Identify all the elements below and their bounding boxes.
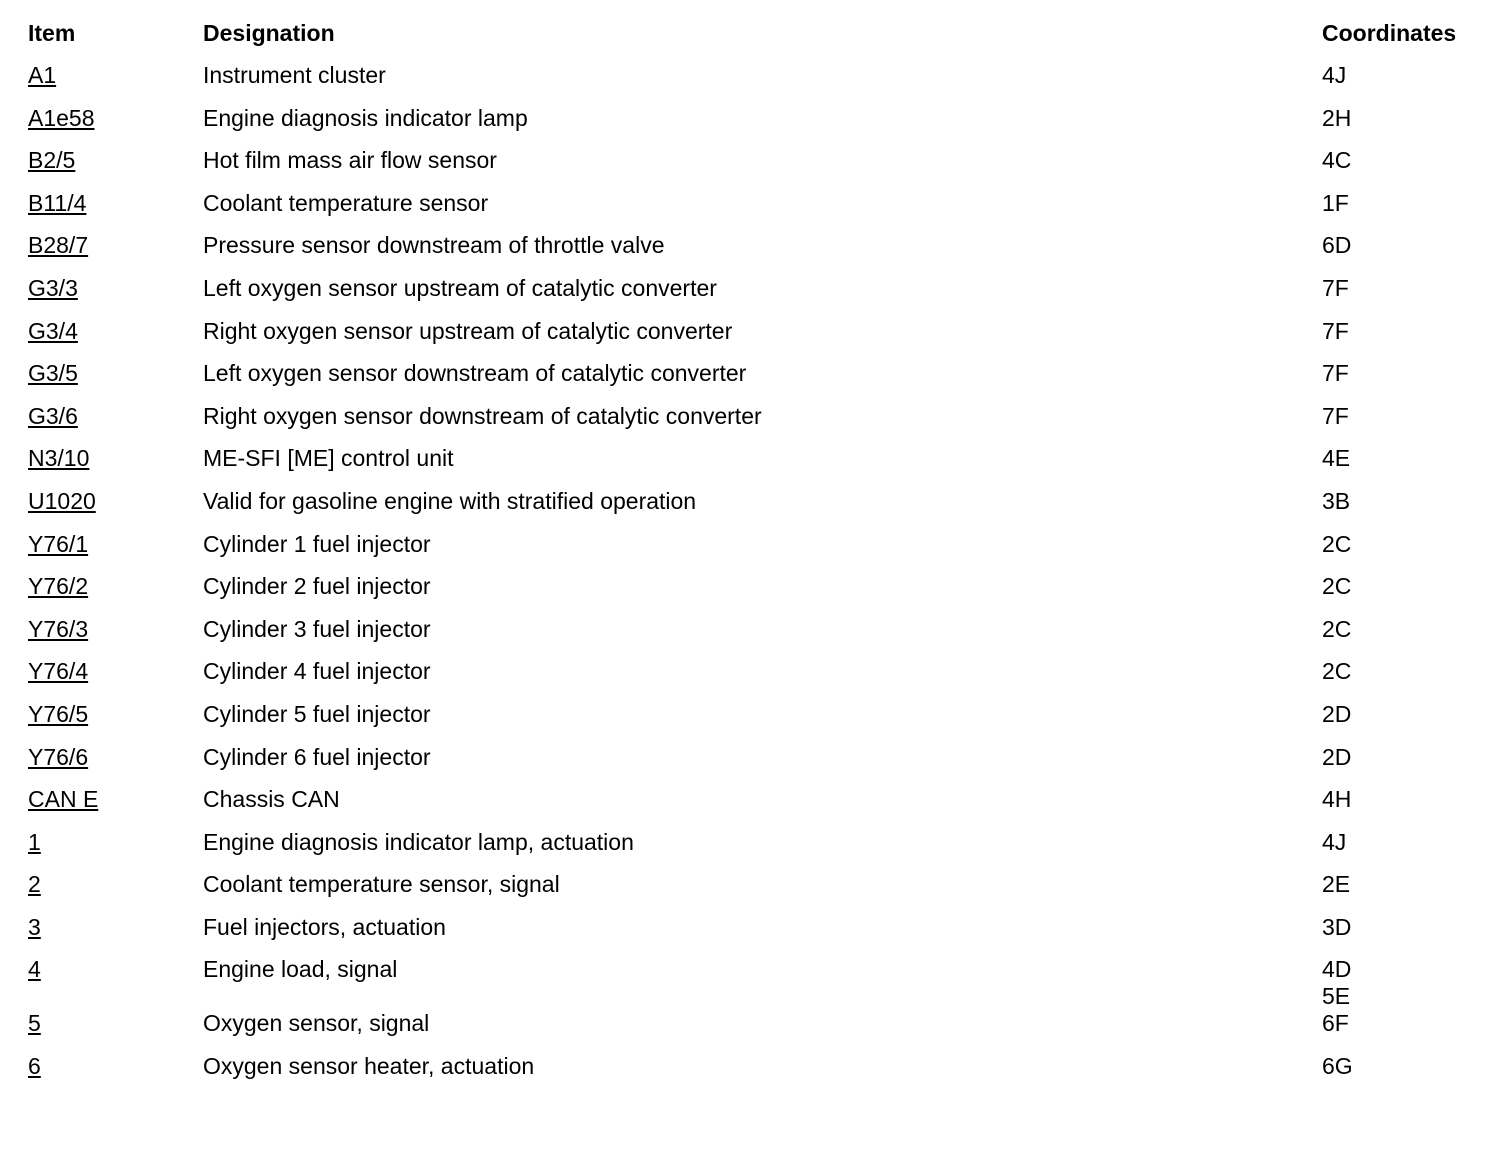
item-link[interactable]: G3/5: [28, 360, 78, 387]
designation-cell: Instrument cluster: [203, 62, 386, 88]
item-cell: [28, 616, 203, 643]
coordinate-value: 1F: [1322, 189, 1349, 216]
coordinates-cell: [1322, 1010, 1488, 1037]
table-body: [28, 62, 1488, 1096]
designation-cell: Coolant temperature sensor: [203, 189, 489, 216]
item-link[interactable]: Y76/4: [28, 658, 89, 685]
designation-cell: Coolant temperature sensor, signal: [203, 871, 560, 898]
item-cell: [28, 871, 203, 898]
coordinate-value: 7F: [1322, 402, 1349, 429]
item-cell: [28, 1010, 203, 1037]
coordinates-cell: [1322, 147, 1488, 174]
item-link[interactable]: Y76/1: [28, 530, 89, 557]
item-link[interactable]: B11/4: [28, 189, 87, 216]
coordinates-cell: [1322, 658, 1488, 685]
designation-cell: Cylinder 4 fuel injector: [203, 658, 431, 685]
table-header-row: [28, 20, 1488, 62]
designation-cell: Right oxygen sensor upstream of catalytic converter: [203, 317, 733, 344]
table-row: [28, 1010, 1488, 1053]
designation-cell: Engine diagnosis indicator lamp: [203, 104, 528, 131]
item-link[interactable]: CAN E: [28, 786, 99, 813]
table-row: [28, 829, 1488, 872]
item-link[interactable]: 1: [28, 828, 41, 855]
designation-cell: Left oxygen sensor upstream of catalytic converter: [203, 274, 717, 301]
item-cell: [28, 829, 203, 856]
coordinate-value: 4J: [1322, 828, 1347, 855]
component-legend-table: [28, 20, 1488, 1096]
table-row: [28, 360, 1488, 403]
table-row: [28, 1053, 1488, 1096]
coordinates-cell: [1322, 829, 1488, 856]
coordinates-cell: [1322, 956, 1488, 1010]
item-link[interactable]: Y76/6: [28, 743, 89, 770]
table-row: [28, 318, 1488, 361]
coordinate-value: 2C: [1322, 615, 1352, 642]
item-cell: [28, 744, 203, 771]
item-link[interactable]: A1: [28, 62, 57, 88]
item-link[interactable]: 4: [28, 956, 41, 983]
designation-cell: Cylinder 2 fuel injector: [203, 573, 431, 600]
table-row: [28, 871, 1488, 914]
coordinates-column-header: Coordinates: [1322, 20, 1457, 46]
table-row: [28, 232, 1488, 275]
table-row: [28, 147, 1488, 190]
table-row: [28, 701, 1488, 744]
item-link[interactable]: 6: [28, 1053, 41, 1080]
item-link[interactable]: G3/6: [28, 402, 78, 429]
table-row: [28, 744, 1488, 787]
item-link[interactable]: Y76/2: [28, 573, 89, 600]
coordinates-cell: [1322, 232, 1488, 259]
table-row: [28, 403, 1488, 446]
item-cell: [28, 445, 203, 472]
coordinates-cell: [1322, 105, 1488, 132]
table-row: [28, 488, 1488, 531]
coordinate-value: 2C: [1322, 530, 1352, 557]
table-row: [28, 445, 1488, 488]
item-cell: [28, 318, 203, 345]
coordinate-value: 6G: [1322, 1053, 1353, 1080]
coordinate-value: 4E: [1322, 445, 1351, 472]
coordinates-cell: [1322, 871, 1488, 898]
item-link[interactable]: N3/10: [28, 445, 90, 472]
table-row: [28, 914, 1488, 957]
coordinate-value: 3B: [1322, 487, 1351, 514]
item-link[interactable]: B28/7: [28, 232, 89, 259]
designation-cell: Oxygen sensor heater, actuation: [203, 1053, 535, 1080]
table-row: [28, 190, 1488, 233]
designation-cell: Valid for gasoline engine with stratified operation: [203, 487, 697, 514]
coordinate-value: 7F: [1322, 360, 1349, 387]
designation-cell: Cylinder 6 fuel injector: [203, 743, 431, 770]
coordinate-value: 4C: [1322, 147, 1352, 174]
coordinates-cell: [1322, 403, 1488, 430]
coordinates-cell: [1322, 1053, 1488, 1080]
item-link[interactable]: 3: [28, 913, 41, 940]
item-cell: [28, 275, 203, 302]
item-link[interactable]: Y76/5: [28, 700, 89, 727]
coordinate-value: 2H: [1322, 104, 1352, 131]
coordinate-value: 4H: [1322, 786, 1352, 813]
table-row: [28, 573, 1488, 616]
designation-cell: Cylinder 1 fuel injector: [203, 530, 431, 557]
coordinate-value: 2C: [1322, 658, 1352, 685]
coordinates-cell: [1322, 360, 1488, 387]
item-cell: [28, 701, 203, 728]
table-row: [28, 956, 1488, 1010]
table-row: [28, 616, 1488, 659]
coordinates-cell: [1322, 701, 1488, 728]
coordinates-cell: [1322, 786, 1488, 813]
coordinate-value: 4J: [1322, 62, 1347, 88]
item-link[interactable]: G3/3: [28, 274, 78, 301]
coordinates-cell: [1322, 531, 1488, 558]
coordinate-value: 7F: [1322, 274, 1349, 301]
table-row: [28, 531, 1488, 574]
coordinates-cell: [1322, 275, 1488, 302]
item-link[interactable]: 2: [28, 871, 41, 898]
item-link[interactable]: B2/5: [28, 147, 76, 174]
item-link[interactable]: U1020: [28, 487, 96, 514]
table-row: [28, 786, 1488, 829]
designation-cell: Engine load, signal: [203, 956, 398, 983]
designation-cell: Oxygen sensor, signal: [203, 1010, 430, 1037]
coordinates-cell: [1322, 318, 1488, 345]
item-cell: [28, 147, 203, 174]
item-cell: [28, 190, 203, 217]
item-link[interactable]: Y76/3: [28, 615, 89, 642]
item-link[interactable]: A1e58: [28, 104, 95, 131]
designation-cell: Right oxygen sensor downstream of catalytic converter: [203, 402, 762, 429]
coordinate-value: 4D: [1322, 956, 1352, 983]
designation-cell: Cylinder 5 fuel injector: [203, 700, 431, 727]
coordinate-value: 2E: [1322, 871, 1351, 898]
designation-column-header: Designation: [203, 20, 335, 46]
designation-cell: ME-SFI [ME] control unit: [203, 445, 454, 472]
coordinates-cell: [1322, 62, 1488, 89]
item-cell: [28, 403, 203, 430]
coordinates-cell: [1322, 445, 1488, 472]
coordinate-value: 2D: [1322, 743, 1352, 770]
item-cell: [28, 105, 203, 132]
item-link[interactable]: G3/4: [28, 317, 78, 344]
coordinate-value: 2D: [1322, 700, 1352, 727]
coordinate-value: 3D: [1322, 913, 1352, 940]
coordinates-cell: [1322, 616, 1488, 643]
coordinate-value: 2C: [1322, 573, 1352, 600]
coordinate-value: 6D: [1322, 232, 1352, 259]
coordinate-value: 6F: [1322, 1010, 1349, 1037]
coordinates-cell: [1322, 573, 1488, 600]
table-row: [28, 62, 1488, 105]
item-cell: [28, 573, 203, 600]
coordinates-cell: [1322, 488, 1488, 515]
coordinate-value: 7F: [1322, 317, 1349, 344]
item-cell: [28, 786, 203, 813]
item-cell: [28, 914, 203, 941]
item-column-header: Item: [28, 20, 76, 46]
coordinates-cell: [1322, 190, 1488, 217]
item-cell: [28, 360, 203, 387]
item-cell: [28, 956, 203, 983]
designation-cell: Fuel injectors, actuation: [203, 913, 446, 940]
coordinates-cell: [1322, 914, 1488, 941]
item-cell: [28, 658, 203, 685]
designation-cell: Engine diagnosis indicator lamp, actuation: [203, 828, 634, 855]
item-link[interactable]: 5: [28, 1010, 41, 1037]
item-cell: [28, 531, 203, 558]
item-cell: [28, 232, 203, 259]
designation-cell: Left oxygen sensor downstream of catalytic converter: [203, 360, 747, 387]
table-row: [28, 105, 1488, 148]
item-cell: [28, 62, 203, 89]
table-row: [28, 658, 1488, 701]
table-row: [28, 275, 1488, 318]
designation-cell: Cylinder 3 fuel injector: [203, 615, 431, 642]
designation-cell: Pressure sensor downstream of throttle valve: [203, 232, 665, 259]
designation-cell: Hot film mass air flow sensor: [203, 147, 497, 174]
designation-cell: Chassis CAN: [203, 786, 340, 813]
coordinates-cell: [1322, 744, 1488, 771]
item-cell: [28, 488, 203, 515]
coordinate-value: 5E: [1322, 983, 1351, 1010]
item-cell: [28, 1053, 203, 1080]
